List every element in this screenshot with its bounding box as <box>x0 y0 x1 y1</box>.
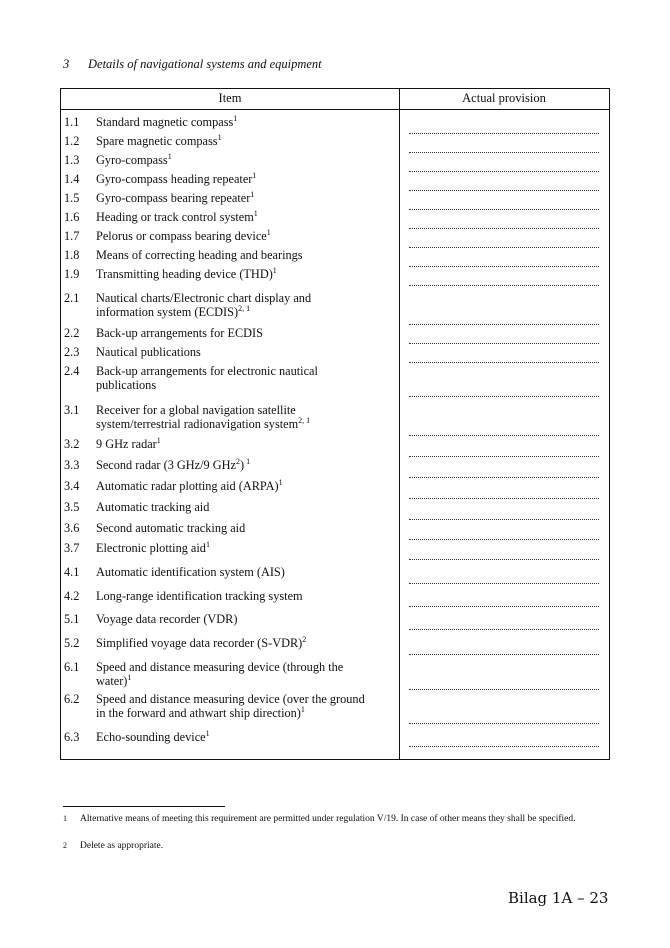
item-number: 3.4 <box>64 479 80 493</box>
provision-entry-line[interactable] <box>409 229 599 248</box>
provision-entry-line[interactable] <box>409 248 599 267</box>
provision-entry-line[interactable] <box>409 612 599 630</box>
footnote-reference: 1 <box>205 728 210 738</box>
item-number: 3.7 <box>64 541 80 555</box>
footnote-reference: 1 <box>127 672 132 682</box>
item-number: 1.9 <box>64 267 80 281</box>
page-number: Bilag 1A – 23 <box>508 889 609 907</box>
item-number: 4.1 <box>64 565 80 579</box>
item-number: 3.2 <box>64 437 80 451</box>
item-description <box>96 521 391 535</box>
footnote-reference: 1 <box>253 208 258 218</box>
item-description <box>96 565 391 579</box>
item-number: 1.5 <box>64 191 80 205</box>
provision-entry-line[interactable] <box>409 730 599 747</box>
item-description <box>96 458 391 472</box>
provision-entry-line[interactable] <box>409 364 599 397</box>
item-number: 3.6 <box>64 521 80 535</box>
item-description <box>96 326 391 340</box>
footnote-text: Alternative means of meeting this requirement are permitted under regulation V/19. In case of other means they shall be specified. <box>80 814 576 824</box>
item-number: 2.4 <box>64 364 80 378</box>
provision-entry-line[interactable] <box>409 500 599 520</box>
item-text: Electronic plotting aid <box>96 541 206 555</box>
footnote-reference: 1 <box>278 477 283 487</box>
item-text: 9 GHz radar <box>96 437 157 451</box>
provision-entry-line[interactable] <box>409 589 599 607</box>
item-number: 1.4 <box>64 172 80 186</box>
item-description <box>96 612 391 626</box>
item-text: Voyage data recorder (VDR) <box>96 612 238 626</box>
item-number: 3.5 <box>64 500 80 514</box>
footnote-reference: 1 <box>272 265 277 275</box>
provision-entry-line[interactable] <box>409 115 599 134</box>
provision-entry-line[interactable] <box>409 660 599 690</box>
item-text: Pelorus or compass bearing device <box>96 229 267 243</box>
item-text: Back-up arrangements for ECDIS <box>96 326 263 340</box>
provision-entry-line[interactable] <box>409 291 599 325</box>
footnote-reference: 1 <box>252 170 257 180</box>
provision-entry-line[interactable] <box>409 521 599 540</box>
provision-entry-line[interactable] <box>409 692 599 724</box>
item-number: 1.8 <box>64 248 80 262</box>
provision-entry-line[interactable] <box>409 565 599 584</box>
provision-entry-line[interactable] <box>409 191 599 210</box>
item-description <box>96 589 391 603</box>
item-text: Standard magnetic compass <box>96 115 234 129</box>
item-text: Second radar (3 GHz/9 GHz <box>96 458 236 472</box>
item-text-continued: system/terrestrial radionavigation system <box>96 417 299 431</box>
item-text: Gyro-compass <box>96 153 168 167</box>
item-description <box>96 437 391 451</box>
footnote-reference: 1 <box>167 151 172 161</box>
item-text: Speed and distance measuring device (through the <box>96 660 344 674</box>
footnote-reference: 2 <box>236 456 240 466</box>
item-text: Transmitting heading device (THD) <box>96 267 273 281</box>
item-description <box>96 660 391 688</box>
provision-entry-line[interactable] <box>409 458 599 478</box>
footnote-reference: 2, 1 <box>298 415 311 425</box>
item-number: 1.7 <box>64 229 80 243</box>
item-text: Gyro-compass heading repeater <box>96 172 253 186</box>
provision-entry-line[interactable] <box>409 636 599 655</box>
item-number: 2.1 <box>64 291 80 305</box>
item-number: 6.3 <box>64 730 80 744</box>
item-description <box>96 191 391 205</box>
item-number: 1.2 <box>64 134 80 148</box>
item-text: Receiver for a global navigation satellite <box>96 403 296 417</box>
item-text: Nautical charts/Electronic chart display and <box>96 291 312 305</box>
item-description <box>96 267 391 281</box>
column-header-item: Item <box>218 91 242 105</box>
section-heading <box>63 57 322 72</box>
table-header <box>61 89 609 110</box>
column-header-provision: Actual provision <box>462 91 546 105</box>
item-text: Simplified voyage data recorder (S-VDR) <box>96 636 303 650</box>
item-number: 5.2 <box>64 636 80 650</box>
provision-entry-line[interactable] <box>409 437 599 457</box>
item-text: Long-range identification tracking system <box>96 589 303 603</box>
item-text: Means of correcting heading and bearings <box>96 248 303 262</box>
item-text: Second automatic tracking aid <box>96 521 246 535</box>
item-text: Gyro-compass bearing repeater <box>96 191 251 205</box>
provision-entry-line[interactable] <box>409 267 599 286</box>
item-number: 6.2 <box>64 692 80 706</box>
provision-entry-line[interactable] <box>409 134 599 153</box>
equipment-table <box>60 88 610 760</box>
footnote-reference: 2 <box>302 634 307 644</box>
footnote-reference: 1 <box>205 539 210 549</box>
footnote-reference: 1 <box>217 132 222 142</box>
footnote-reference: 2, 1 <box>238 303 251 313</box>
footnote-reference: 1 <box>244 456 251 466</box>
item-description <box>96 541 391 555</box>
column-divider <box>399 89 400 759</box>
item-number: 1.3 <box>64 153 80 167</box>
provision-entry-line[interactable] <box>409 479 599 499</box>
item-number: 4.2 <box>64 589 80 603</box>
item-number: 1.1 <box>64 115 80 129</box>
item-description <box>96 134 391 148</box>
item-description <box>96 153 391 167</box>
item-text: Spare magnetic compass <box>96 134 218 148</box>
item-text: Echo-sounding device <box>96 730 206 744</box>
item-description <box>96 172 391 186</box>
item-description <box>96 210 391 224</box>
item-text: Automatic identification system (AIS) <box>96 565 285 579</box>
footnote-mark: 1 <box>63 814 67 823</box>
item-description <box>96 479 391 493</box>
section-title: Details of navigational systems and equipment <box>88 57 322 71</box>
item-description <box>96 345 391 359</box>
footnote-reference: 1 <box>250 189 255 199</box>
item-text-continued: information system (ECDIS) <box>96 305 239 319</box>
item-number: 2.2 <box>64 326 80 340</box>
provision-entry-line[interactable] <box>409 153 599 172</box>
item-number: 5.1 <box>64 612 80 626</box>
item-description <box>96 403 391 431</box>
provision-entry-line[interactable] <box>409 172 599 191</box>
item-number: 6.1 <box>64 660 80 674</box>
item-description <box>96 636 391 650</box>
provision-entry-line[interactable] <box>409 345 599 363</box>
item-description <box>96 248 391 262</box>
provision-entry-line[interactable] <box>409 210 599 229</box>
item-text: Automatic tracking aid <box>96 500 210 514</box>
item-text-continued: in the forward and athwart ship direction) <box>96 706 301 720</box>
item-text-continued: water) <box>96 674 128 688</box>
item-number: 2.3 <box>64 345 80 359</box>
footnote-text: Delete as appropriate. <box>80 841 164 851</box>
provision-entry-line[interactable] <box>409 403 599 436</box>
item-number: 1.6 <box>64 210 80 224</box>
footnote-mark: 2 <box>63 841 67 850</box>
item-text: Back-up arrangements for electronic nautical <box>96 364 318 378</box>
provision-entry-line[interactable] <box>409 326 599 344</box>
item-text-continued: publications <box>96 378 157 392</box>
provision-entry-line[interactable] <box>409 541 599 560</box>
footnote-reference: 1 <box>233 113 238 123</box>
footnote-reference: 1 <box>266 227 271 237</box>
item-description <box>96 115 391 129</box>
item-description <box>96 692 391 720</box>
item-number: 3.3 <box>64 458 80 472</box>
item-description <box>96 291 391 319</box>
section-number: 3 <box>63 57 70 71</box>
footnote-separator <box>63 806 225 807</box>
item-text: Automatic radar plotting aid (ARPA) <box>96 479 279 493</box>
footnote-reference: 1 <box>156 435 161 445</box>
item-description <box>96 730 391 744</box>
item-description <box>96 364 391 392</box>
footnote-reference: 1 <box>300 704 305 714</box>
item-number: 3.1 <box>64 403 80 417</box>
item-text: Heading or track control system <box>96 210 254 224</box>
item-text-suffix: ) <box>240 458 245 472</box>
item-description <box>96 500 391 514</box>
item-description <box>96 229 391 243</box>
item-text: Nautical publications <box>96 345 201 359</box>
item-text: Speed and distance measuring device (over the ground <box>96 692 365 706</box>
